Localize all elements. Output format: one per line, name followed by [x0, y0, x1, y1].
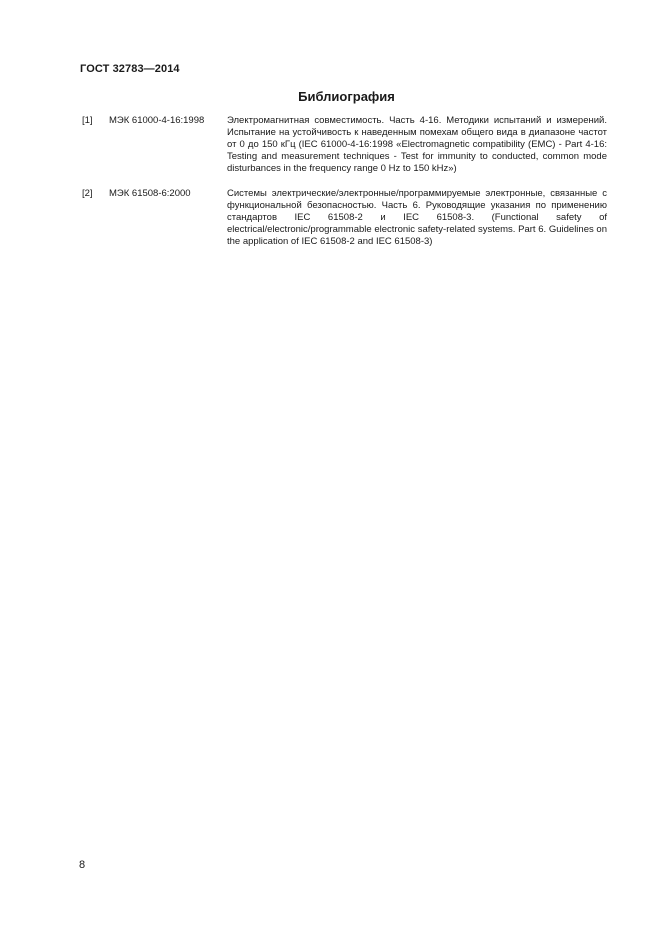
document-header-code: ГОСТ 32783—2014 [80, 63, 180, 75]
section-title: Библиография [298, 89, 395, 104]
bibliography-entry-code: МЭК 61508-6:2000 [109, 188, 191, 199]
page-number: 8 [79, 859, 86, 871]
bibliography-entry-text: Системы электрические/электронные/программируемые электронные, связанные с функциональной безопасностью. Часть 6. Руководящие указания по применению стандартов IEC 61508-2 и IEC 61508-3. (Functional safety of electrical/electronic/programmable electronic safety-related systems. Part 6. Guidelines on the application of IEC 61508-2 and IEC 61508-3) [227, 188, 607, 247]
bibliography-entry-2 [82, 188, 607, 248]
bibliography-entry-code: МЭК 61000-4-16:1998 [109, 115, 205, 126]
bibliography-list [82, 115, 607, 261]
bibliography-entry-1 [82, 115, 607, 175]
bibliography-entry-number: [1] [82, 115, 93, 126]
bibliography-entry-text: Электромагнитная совместимость. Часть 4-16. Методики испытаний и измерений. Испытание на устойчивость к наведенным помехам общего вида в диапазоне частот от 0 до 150 кГц (IEC 61000-4-16:1998 «Electromagnetic compatibility (EMC) - Part 4-16: Testing and measurement techniques - Test for immunity to conducted, common mode disturbances in the frequency range 0 Hz to 150 kHz») [227, 115, 607, 174]
bibliography-entry-number: [2] [82, 188, 93, 199]
